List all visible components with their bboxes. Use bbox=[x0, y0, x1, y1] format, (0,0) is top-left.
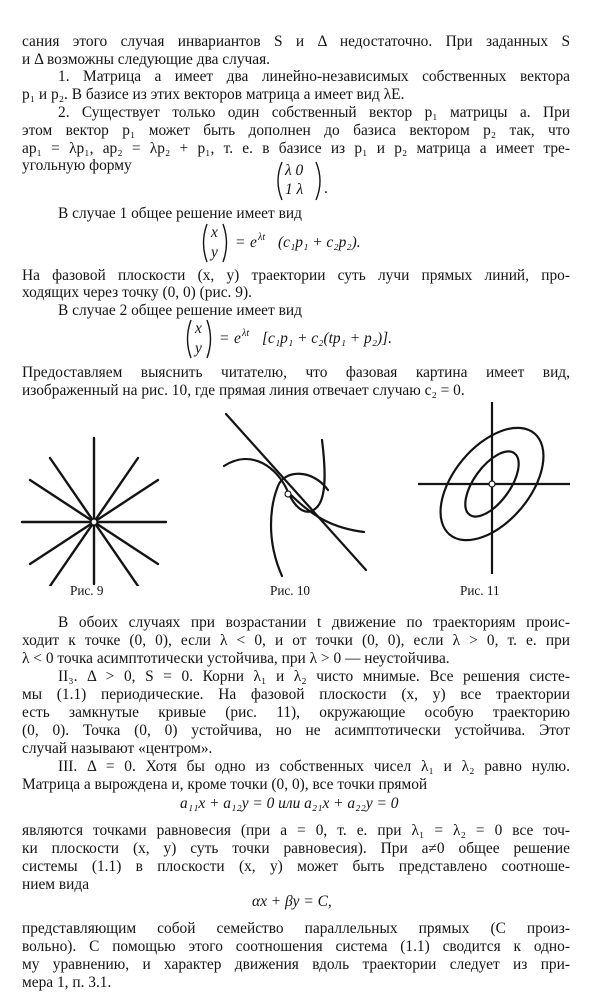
exp-base: e bbox=[250, 234, 257, 251]
text-line: мы (1.1) периодические. На фазовой плоскости (x, y) все траектории bbox=[22, 686, 570, 703]
text-line: ходит к точке (0, 0), если λ < 0, и от точки (0, 0), если λ > 0, т. е. при bbox=[22, 632, 570, 649]
text-line: случай называют «центром». bbox=[22, 740, 213, 757]
text-line: ходящих через точку (0, 0) (рис. 9). bbox=[22, 284, 252, 301]
text-line: есть замкнутые кривые (рис. 11), окружающие особую траекторию bbox=[22, 704, 570, 721]
text-line: системы (1.1) в плоскости (x, y) может быть представлено соотноше- bbox=[22, 858, 570, 875]
matrix-end: . bbox=[324, 180, 328, 197]
vector-x: x bbox=[211, 224, 218, 241]
caption-figure-10: Рис. 10 bbox=[270, 583, 311, 598]
text-line: 2. Существует только один собственный вектор p₁ матрицы a. При bbox=[58, 104, 570, 121]
text-line: В обоих случаях при возрастании t движение по траекториям проис- bbox=[58, 614, 570, 631]
text-line: вольно). С помощью этого соотношения система (1.1) сводится к одно- bbox=[22, 938, 570, 955]
text-line: му уравнению, и характер движения вдоль траектории следует из при- bbox=[22, 956, 570, 973]
vector-y: y bbox=[211, 244, 218, 261]
solution-1-rest: (c₁p₁ + c₂p₂). bbox=[278, 234, 361, 251]
text-line: В случае 1 общее решение имеет вид bbox=[58, 205, 302, 222]
matrix-row-1: λ 0 bbox=[285, 162, 304, 179]
text-line: угольную форму bbox=[22, 157, 132, 174]
text-line: и Δ возможны следующие два случая. bbox=[22, 51, 271, 68]
matrix-equation bbox=[274, 160, 334, 202]
text-line: нием вида bbox=[22, 876, 90, 893]
figure-10-degenerate-node bbox=[216, 410, 376, 580]
text-line: ap₁ = λp₁, ap₂ = λp₂ + p₁, т. е. в базисе из p₁ и p₂ матрица a имеет тре- bbox=[22, 140, 570, 157]
text-line: В случае 2 общее решение имеет вид bbox=[58, 302, 302, 319]
text-line: λ < 0 точка асимптотически устойчива, при λ > 0 — неустойчива. bbox=[22, 650, 450, 667]
equals: = bbox=[220, 330, 229, 347]
text-line: (0, 0). Точка (0, 0) устойчива, но не асимптотически устойчива. Этот bbox=[22, 722, 570, 739]
text-line: сания этого случая инвариантов S и Δ недостаточно. При заданных S bbox=[22, 33, 570, 50]
caption-figure-9: Рис. 9 bbox=[70, 583, 104, 598]
text-line: 1. Матрица a имеет два линейно-независимых собственных вектора bbox=[58, 68, 570, 85]
solution-2-rest: [c₁p₁ + c₂(tp₁ + p₂)]. bbox=[262, 330, 393, 347]
text-line: этом вектор p₁ может быть дополнен до базиса вектором p₂ так, что bbox=[22, 122, 570, 139]
exp-power: λt bbox=[242, 328, 250, 339]
text-line: Матрица a вырождена и, кроме точки (0, 0), все точки прямой bbox=[22, 776, 428, 793]
text-line: III. Δ = 0. Хотя бы одно из собственных чисел λ₁ и λ₂ равно нулю. bbox=[58, 758, 570, 775]
text-line: II₃. Δ > 0, S = 0. Корни λ₁ и λ₂ чисто мнимые. Все решения систе- bbox=[58, 668, 570, 685]
text-line: представляющим собой семейство параллельных прямых (C произ- bbox=[22, 920, 570, 937]
caption-figure-11: Рис. 11 bbox=[460, 583, 500, 598]
text-line: являются точками равновесия (при a = 0, т. е. при λ₁ = λ₂ = 0 все точ- bbox=[22, 822, 570, 839]
text-line: На фазовой плоскости (x, y) траектории суть лучи прямых линий, про- bbox=[22, 267, 570, 284]
equals: = bbox=[236, 234, 245, 251]
matrix-row-2: 1 λ bbox=[285, 181, 304, 198]
figure-9-star-node bbox=[20, 436, 170, 586]
text-line: изображенный на рис. 10, где прямая линия отвечает случаю c₂ = 0. bbox=[22, 382, 465, 399]
text-line: ки плоскости (x, y) суть точки равновесия). При a≠0 общее решение bbox=[22, 840, 570, 857]
text-line: мера 1, п. 3.1. bbox=[22, 974, 112, 991]
vector-y: y bbox=[195, 340, 202, 357]
solution-2 bbox=[184, 318, 444, 360]
exp-base: e bbox=[234, 330, 241, 347]
parallel-lines-equation: αx + βy = C, bbox=[252, 893, 332, 910]
equilibrium-line-equation: a₁₁x + a₁₂y = 0 или a₂₁x + a₂₂y = 0 bbox=[180, 795, 399, 812]
text-line: p₁ и p₂. В базисе из этих векторов матрица a имеет вид λE. bbox=[22, 86, 405, 103]
figure-11-center bbox=[414, 398, 574, 578]
vector-x: x bbox=[195, 320, 202, 337]
solution-1 bbox=[200, 222, 400, 264]
exp-power: λt bbox=[258, 232, 266, 243]
text-line: Предоставляем выяснить читателю, что фазовая картина имеет вид, bbox=[22, 364, 570, 381]
